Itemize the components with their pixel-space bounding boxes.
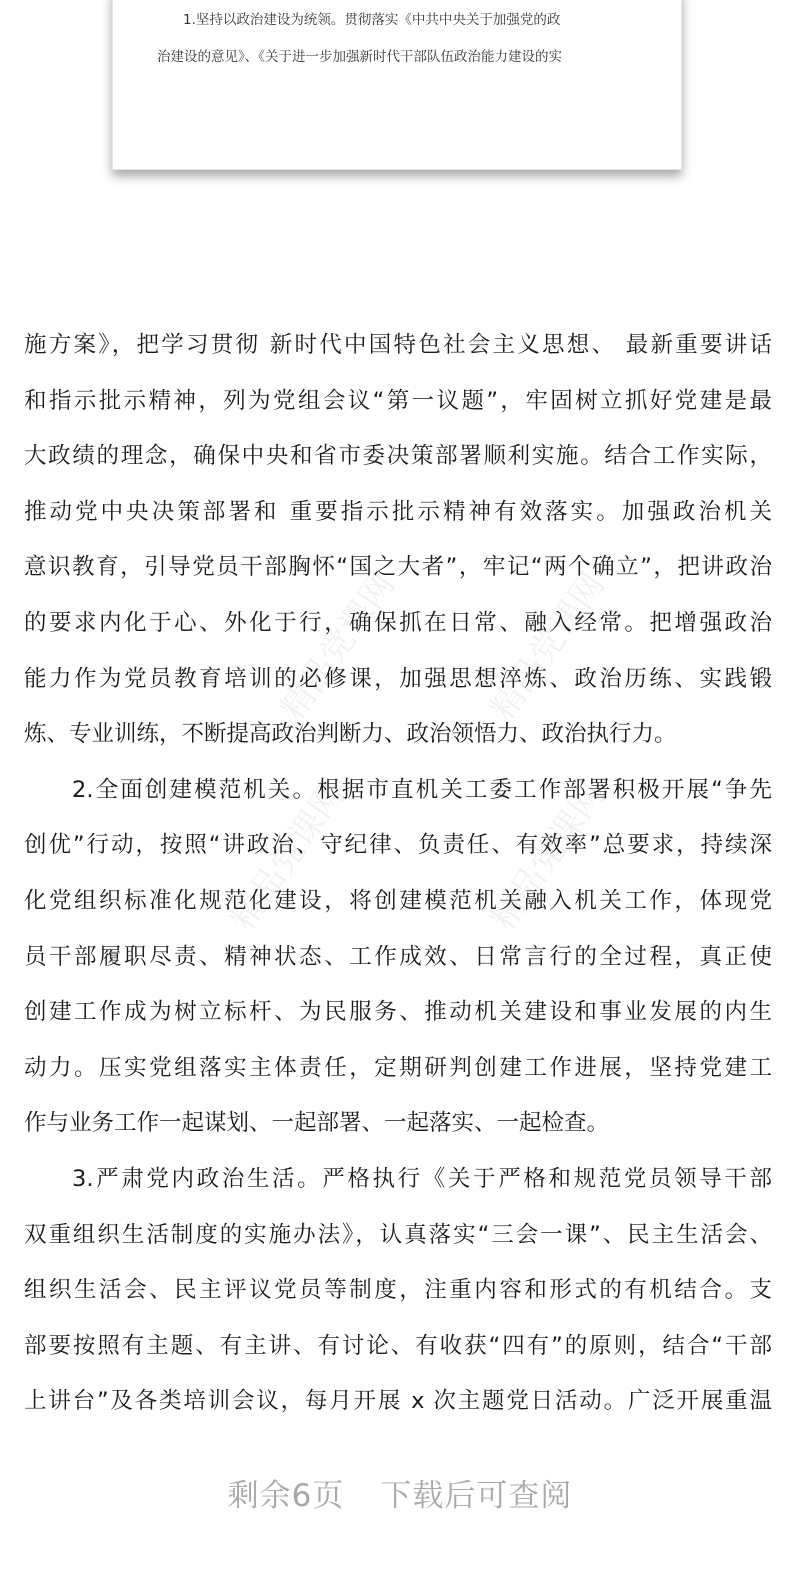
paragraph-line: 动力。压实党组落实主体责任，定期研判创建工作进展，坚持党建工 [24,1054,772,1081]
paragraph-line: 组织生活会、民主评议党员等制度，注重内容和形式的有机结合。支 [24,1277,772,1304]
paragraph-line: 上讲台”及各类培训会议，每月开展 x 次主题党日活动。广泛开展重温 [24,1388,772,1415]
watermark: 精品党课网 [482,775,614,938]
download-prompt[interactable] [0,1470,800,1515]
preview-page-card [112,0,682,170]
paragraph-line: 员干部履职尽责、精神状态、工作成效、日常言行的全过程，真正使 [24,943,772,970]
paragraph-line: 的要求内化于心、外化于行，确保抓在日常、融入经常。把增强政治 [24,610,772,636]
paragraph-line: 2.全面创建模范机关。根据市直机关工委工作部署积极开展“争先 [72,776,772,803]
paragraph-line: 双重组织生活制度的实施办法》，认真落实“三会一课”、民主生活会、 [24,1221,772,1248]
remaining-pages-text: 剩余6页 [227,1478,345,1514]
paragraph-line: 意识教育，引导党员干部胸怀“国之大者”，牢记“两个确立”，把讲政治 [24,554,772,581]
paragraph-line: 施方案》，把学习贯彻 新时代中国特色社会主义思想、 最新重要讲话 [24,332,772,358]
paragraph-line: 推动党中央决策部署和 重要指示批示精神有效落实。加强政治机关 [24,498,772,525]
card-text-line: 治建设的意见》、《关于进一步加强新时代干部队伍政治能力建设的实 [157,49,562,65]
paragraph-line: 创建工作成为树立标杆、为民服务、推动机关建设和事业发展的内生 [24,999,772,1026]
paragraph-line: 作与业务工作一起谋划、一起部署、一起落实、一起检查。 [24,1110,610,1137]
download-to-read-text[interactable]: 下载后可查阅 [380,1478,573,1514]
watermark: 精品党课网 [222,775,354,938]
paragraph-line: 和指示批示精神，列为党组会议“第一议题”，牢固树立抓好党建是最 [24,387,772,414]
watermark: 精品党课网 [482,565,614,728]
paragraph-line: 炼、专业训练，不断提高政治判断力、政治领悟力、政治执行力。 [24,721,677,748]
paragraph-line: 能力作为党员教育培训的必修课，加强思想淬炼、政治历练、实践锻 [24,665,772,692]
paragraph-line: 部要按照有主题、有主讲、有讨论、有收获“四有”的原则，结合“干部 [24,1332,772,1359]
paragraph-line: 3.严肃党内政治生活。严格执行《关于严格和规范党员领导干部 [72,1166,772,1192]
watermark: 精品党课网 [272,565,404,728]
card-text-line: 1.坚持以政治建设为统领。贯彻落实《中共中央关于加强党的政 [183,12,561,28]
paragraph-line: 大政绩的理念，确保中央和省市委决策部署顺利实施。结合工作实际， [24,443,772,470]
paragraph-line: 化党组织标准化规范化建设，将创建模范机关融入机关工作，体现党 [24,888,772,914]
paragraph-line: 创优”行动，按照“讲政治、守纪律、负责任、有效率”总要求，持续深 [24,832,772,859]
